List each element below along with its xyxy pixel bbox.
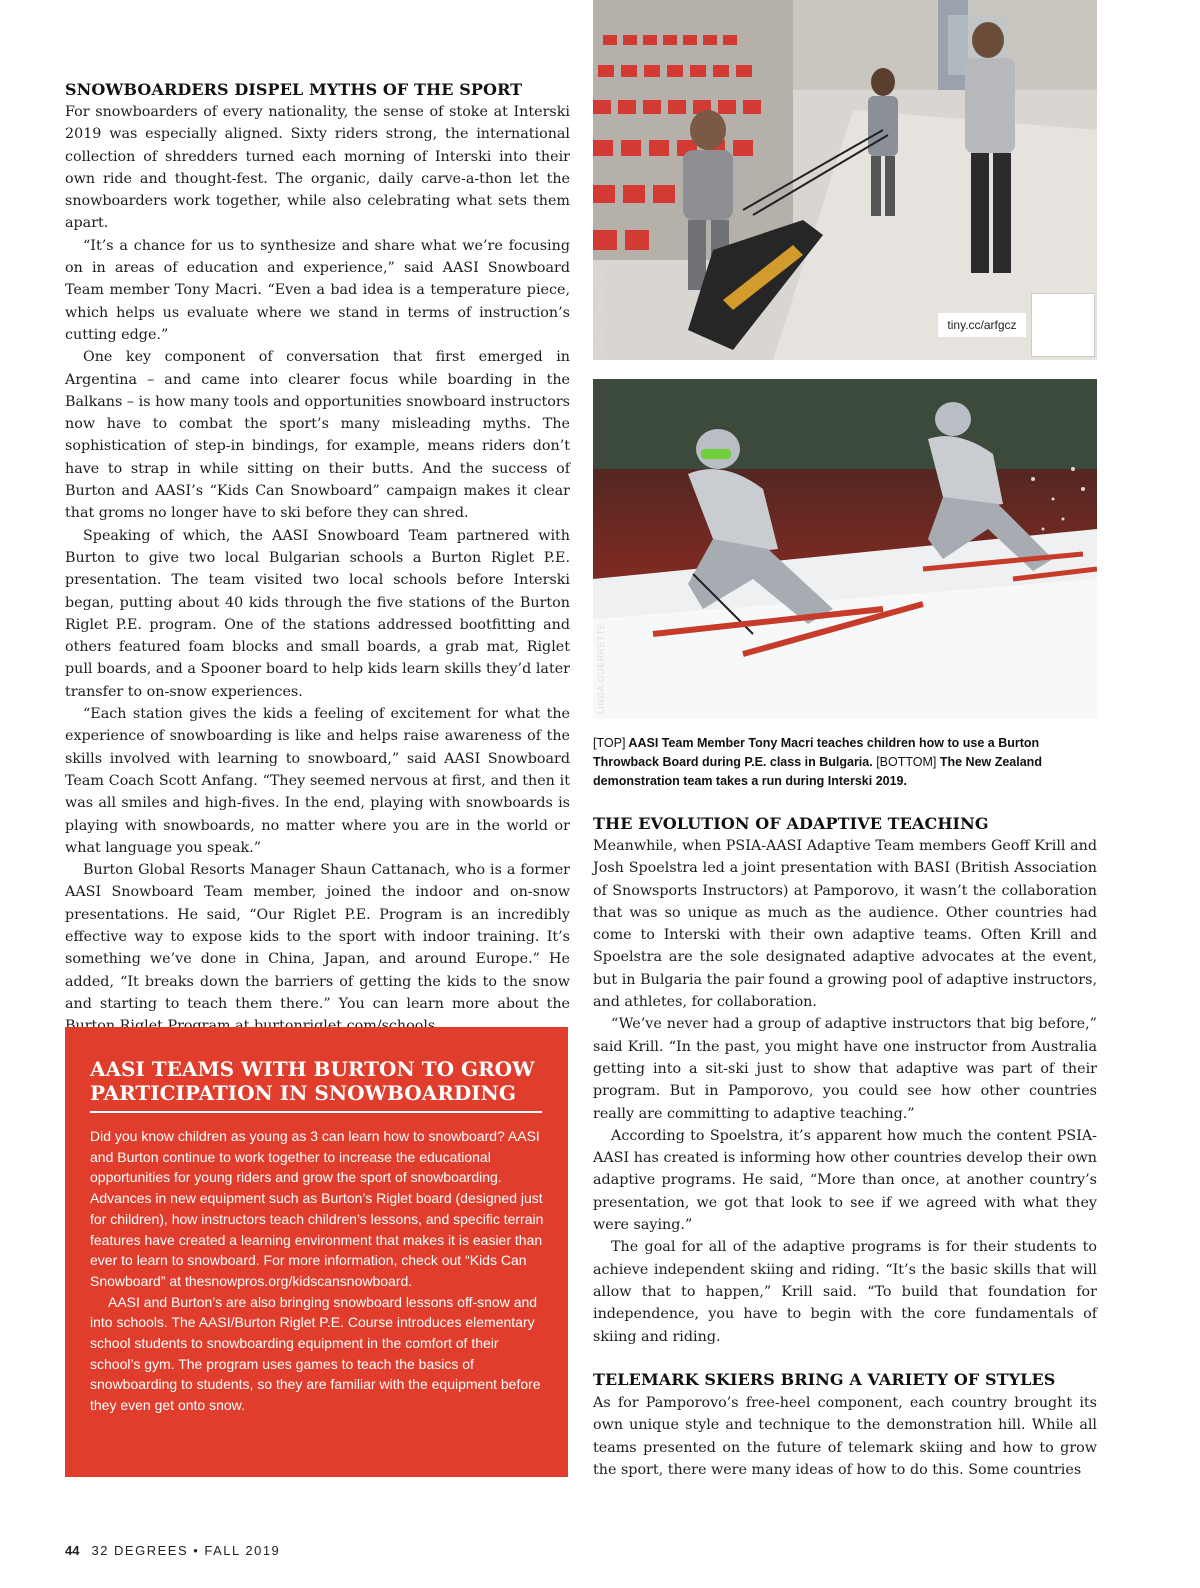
section-heading-telemark: TELEMARK SKIERS BRING A VARIETY OF STYLES <box>593 1370 1056 1389</box>
caption-tag-bottom: [BOTTOM] <box>876 755 937 769</box>
left-body <box>65 101 570 1037</box>
caption-text-bottom: The New Zealand demonstration team takes a run during Interski 2019. <box>593 755 1042 788</box>
publication-name: 32 DEGREES • FALL 2019 <box>91 1543 281 1558</box>
adaptive-paragraph-2: “We’ve never had a group of adaptive instructors that big before,” said Krill. “In the past, you might have one instructor from Australia getting into a sit-ski just to show that adaptive was part of their program. But in Pamporovo, you could see how other countries really are committing to adaptive teaching.” <box>593 1016 1097 1122</box>
adaptive-paragraph-3: According to Spoelstra, it’s apparent how much the content PSIA-AASI has created is informing how other countries develop their own adaptive programs. He said, “More than once, at another country’s presentation, we got that look to see if we agreed with what they were saying.” <box>593 1127 1097 1234</box>
adaptive-paragraph-1: Meanwhile, when PSIA-AASI Adaptive Team members Geoff Krill and Josh Spoelstra led a joint presentation with BASI (British Association of Snowsports Instructors) at Pamporovo, it wasn’t the collaboration that was so unique as much as the audience. Other countries had come to Interski with their own adaptive teams. Often Krill and Spoelstra are the sole designated adaptive advocates at the event, but in Bulgaria the pair found a growing pool of adaptive instructors, and athletes, for collaboration. <box>593 838 1097 1011</box>
left-paragraph-2: “It’s a chance for us to synthesize and share what we’re focusing on in areas of education and experience,” said AASI Snowboard Team member Tony Macri. “Even a bad idea is a temperature piece, which helps us evaluate where we stand in terms of instruction’s cutting edge.” <box>65 237 570 343</box>
left-paragraph-5: “Each station gives the kids a feeling of excitement for what the experience of snowboarding is like and helps raise awareness of the skills involved with learning to snowboard,” said AASI Snowboard Team Coach Scott Anfang. “They seemed nervous at first, and then it was all smiles and high-fives. In the end, playing with snowboards is playing with snowboards, no matter where you are in the world or what language you speak.” <box>65 706 570 856</box>
left-paragraph-6: Burton Global Resorts Manager Shaun Cattanach, who is a former AASI Snowboard Team member, joined the indoor and on-snow presentations. He said, “Our Riglet P.E. Program is an incredibly effective way to expose kids to the sport with indoor training. It’s something we’ve done in China, Japan, and around Europe.” He added, “It breaks down the barriers of getting the kids to the snow and starting to teach them there.” You can learn more about the <box>65 862 570 1012</box>
left-paragraph-4: Speaking of which, the AASI Snowboard Team partnered with Burton to give two local Bulgarian schools a Burton Riglet P.E. presentation. The team visited two local schools before Interski began, putting about 40 kids through the five stations of the Burton Riglet P.E. program. One of the stations addressed bootfitting and others featured foam blocks and small boards, a grab mat, Riglet pull boards, and a Spooner board to help kids learn skills they’d later transfer to on-snow experiences. <box>65 527 570 700</box>
sidebar-title: AASI TEAMS WITH BURTON TO GROW PARTICIPATION IN SNOWBOARDING <box>90 1057 535 1105</box>
photo-caption <box>593 734 1073 791</box>
adaptive-body <box>593 835 1097 1348</box>
section-heading-snowboarders: SNOWBOARDERS DISPEL MYTHS OF THE SPORT <box>65 80 523 99</box>
link-label[interactable]: tiny.cc/arfgcz <box>938 313 1026 337</box>
sidebar-divider <box>90 1111 542 1113</box>
caption-tag-top: [TOP] <box>593 736 626 750</box>
page-footer <box>65 1543 280 1558</box>
left-paragraph-1: For snowboarders of every nationality, the sense of stoke at Interski 2019 was especially aligned. Sixty riders strong, the international collection of shredders turned each morning of Interski into their own ride and thought-fest. The organic, daily carve-a-thon let the snowboarders work together, while also celebrating what sets them apart. <box>65 104 570 232</box>
sidebar-paragraph-2: AASI and Burton’s are also bringing snowboard lessons off-snow and into schools. The AASI/Burton Riglet P.E. Course introduces elementary school students to snowboarding equipment in the comfort of their school’s gym. The program uses games to teach the basics of snowboarding to students, so they are familiar with the equipment before they even get onto snow. <box>90 1293 541 1414</box>
adaptive-paragraph-4: The goal for all of the adaptive programs is for their students to achieve independent skiing and riding. “It’s the basic skills that will allow that to happen,” Krill said. “To build that foundation for independence, you have to begin with the core fundamentals of skiing and riding. <box>593 1239 1097 1345</box>
photo-skiers <box>593 379 1097 719</box>
caption-text-top: AASI Team Member Tony Macri teaches children how to use a Burton Throwback Board during P.E. class in Bulgaria. <box>593 736 1040 769</box>
photo-gym-throwback-board <box>593 0 1097 360</box>
sidebar-body <box>90 1126 545 1416</box>
section-heading-adaptive: THE EVOLUTION OF ADAPTIVE TEACHING <box>593 814 989 833</box>
telemark-paragraph-1: As for Pamporovo’s free-heel component, each country brought its own unique style and technique to the demonstration hill. While all teams presented on the future of telemark skiing and how to grow the sport, there were many ideas of how to do this. Some countries <box>593 1395 1097 1478</box>
qr-code-box[interactable] <box>1031 293 1095 357</box>
page-number: 44 <box>65 1543 80 1558</box>
sidebar-paragraph-1: Did you know children as young as 3 can learn how to snowboard? AASI and Burton continue to work together to increase the educational opportunities for young riders and grow the sport of snowboarding. Advances in new equipment such as Burton’s Riglet board (designed just for children), how instructors teach children’s lessons, and specific terrain features have created a learning environment that makes it is easier than ever to learn to snowboard. For more information, check out “Kids Can Snowboard” at thesnowpros.org/kidscansnowboard. <box>90 1128 544 1289</box>
skiers-photo-illustration <box>593 379 1097 719</box>
photo-credit-top: DAVE SCHUHLING <box>595 268 605 355</box>
telemark-body <box>593 1392 1097 1481</box>
gym-photo-illustration <box>593 0 1097 360</box>
left-paragraph-3: One key component of conversation that first emerged in Argentina – and came into clearer focus while boarding in the Balkans – is how many tools and opportunities snowboard instructors now have to combat the sport’s many misleading myths. The sophistication of step-in bindings, for example, means riders don’t have to strap in while sitting on their butts. And the success of Burton and AASI’s “Kids Can Snowboard” campaign makes it clear that groms no longer have to ski before they can shred. <box>65 349 570 522</box>
photo-credit-bottom: LINDA GUERRETTE <box>596 622 606 714</box>
sidebar-box <box>65 1027 568 1477</box>
